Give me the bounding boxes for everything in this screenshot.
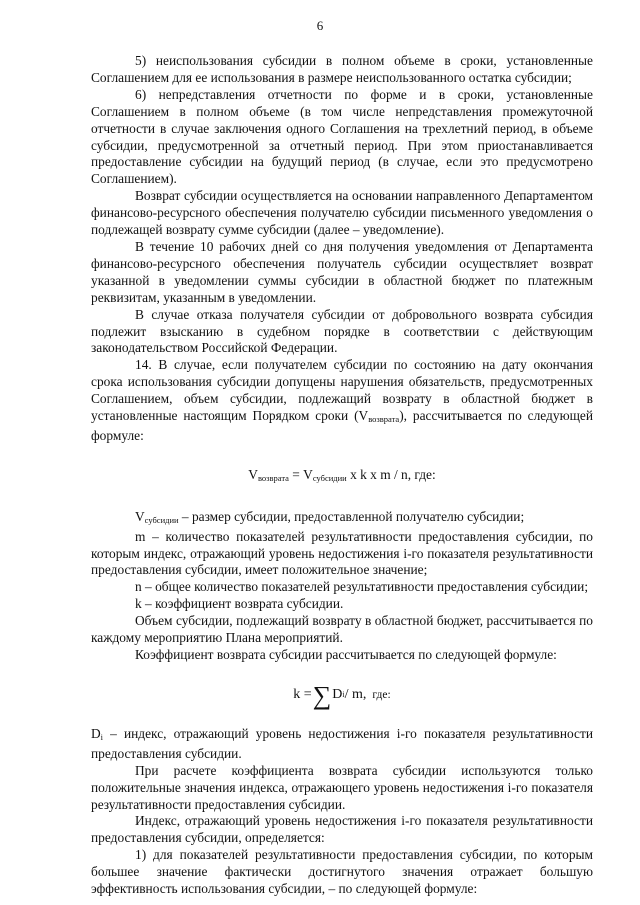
paragraph-coef-formula-intro: Коэффициент возврата субсидии рассчитывается по следующей формуле: (135, 647, 557, 662)
formula2-k: k = (293, 687, 312, 703)
formula2-where: где: (372, 689, 391, 702)
formula-return-volume (91, 467, 593, 487)
page-number: 6 (316, 18, 324, 33)
formula2-d: D (332, 687, 343, 703)
paragraph-14-before: 14. В случае, если получателем субсидии по состоянию на дату окончания срока использования субсидии допущены нарушения обязательств, предусмотренных Соглашением, объем субсидии, подлежащий возврату в областной бюджет в установленные настоящим Порядком сроки (V (91, 357, 593, 424)
definition-v: Vсубсидии – размер субсидии, предоставленной получателю субсидии; (135, 508, 525, 525)
definition-di (91, 726, 593, 763)
paragraph-14-sub: возврата (368, 414, 400, 425)
paragraph-return-deadline: В течение 10 рабочих дней со дня получения уведомления от Департамента финансово-ресурсного обеспечения получатель субсидии осуществляет возврат указанной в уведомлении суммы субсидии в областной бюджет по платежным реквизитам, указанным в уведомлении. (91, 238, 593, 305)
paragraph-item-1-formula: 1) для показателей результативности предоставления субсидии, по которым большее значение фактически достигнутого значения отражает большую эффективность использования субсидии, – по следующей формуле: (91, 847, 593, 897)
formula-coefficient (91, 674, 593, 718)
formula1-rest: x k x m / n, где: (346, 466, 436, 482)
sum-sign: ∑ (312, 680, 332, 710)
document-body (91, 53, 593, 898)
paragraph-14-after: ), рассчитывается по следующей формуле: (91, 408, 593, 443)
paragraph-item-6: 6) непредставления отчетности по форме и в сроки, установленные Соглашением в полном объеме (в том числе непредставления промежуточной отчетности в случае заключения одного Соглашения на трехлетний период, в объеме субсидии, предусмотренной за отчетный период. При этом приостанавливается предоставление субсидии на будущий период (в случае, если это предусмотрено Соглашением). (91, 86, 593, 187)
formula1-sub-return: возврата (257, 472, 289, 483)
definition-k: k – коэффициент возврата субсидии. (135, 596, 344, 612)
paragraph-item-5: 5) неиспользования субсидии в полном объеме в сроки, установленные Соглашением для ее использования в размере неиспользованного остатка субсидии; (91, 53, 593, 85)
definition-v-text: – размер субсидии, предоставленной получателю субсидии; (178, 508, 525, 524)
paragraph-volume-per-event: Объем субсидии, подлежащий возврату в областной бюджет, рассчитывается по каждому мероприятию Плана мероприятий. (91, 613, 593, 646)
definition-n: n – общее количество показателей результативности предоставления субсидии; (135, 579, 589, 595)
paragraph-positive-values: При расчете коэффициента возврата субсидии используются только положительные значения индекса, отражающего уровень недостижения i-го показателя результативности предоставления субсидии. (91, 762, 593, 812)
definition-di-sub: i (100, 731, 104, 742)
formula1-eq: = V (288, 466, 313, 482)
paragraph-14 (91, 357, 593, 445)
definition-di-text: – индекс, отражающий уровень недостижения i-го показателя результативности предоставления субсидии. (91, 725, 593, 761)
paragraph-index-determined: Индекс, отражающий уровень недостижения i-го показателя результативности предоставления субсидии, определяется: (91, 813, 593, 846)
paragraph-refusal: В случае отказа получателя субсидии от добровольного возврата субсидия подлежит взысканию в судебном порядке в соответствии с действующим законодательством Российской Федерации. (91, 306, 593, 356)
definition-m: m – количество показателей результативности предоставления субсидии, по которым индекс, отражающий уровень недостижения i-го показателя результативности предоставления субсидии, имеет положительное значение; (91, 528, 593, 578)
paragraph-return-basis: Возврат субсидии осуществляется на основании направленного Департаментом финансово-ресурсного обеспечения получателю субсидии письменного уведомления о подлежащей возврату сумме субсидии (далее – уведомление). (91, 188, 593, 238)
definition-v-sub: субсидии (144, 514, 179, 525)
formula1-v: V (248, 466, 258, 482)
formula1-sub-subsidy: субсидии (312, 472, 347, 483)
definition-di-main: D (91, 725, 101, 741)
formula2-i: i (342, 690, 345, 700)
formula2-rest: / m, (344, 687, 367, 703)
